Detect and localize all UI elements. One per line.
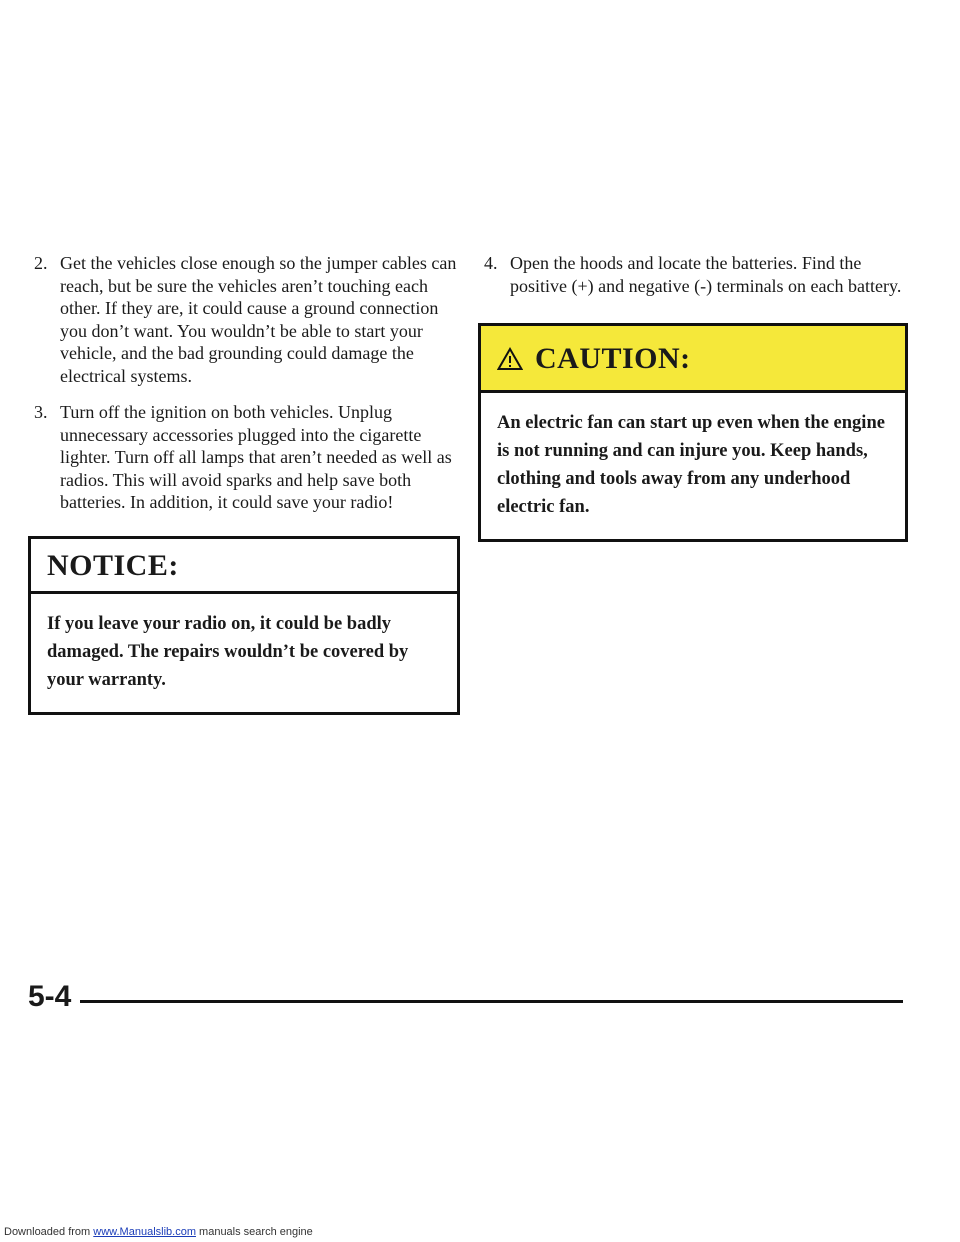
notice-title: NOTICE: — [31, 539, 457, 594]
notice-body: If you leave your radio on, it could be badly damaged. The repairs wouldn’t be covered by your warranty. — [47, 613, 409, 690]
step-text: Turn off the ignition on both vehicles. Unplug unnecessary accessories plugged into the cigarette lighter. Turn off all lamps that aren’t needed as well as radios. This will avoid sparks and help save both batteries. In addition, it could save your radio! — [60, 402, 452, 512]
download-footer — [4, 1226, 313, 1238]
step-4 — [478, 252, 908, 297]
caution-box — [478, 323, 908, 542]
notice-box — [28, 536, 460, 715]
caution-header — [481, 326, 905, 393]
step-number: 3. — [34, 402, 48, 422]
left-column — [28, 252, 460, 715]
step-number: 2. — [34, 253, 48, 273]
caution-body: An electric fan can start up even when the engine is not running and can injure you. Keep hands, clothing and tools away from any underhood electric fan. — [497, 413, 885, 517]
step-3 — [28, 401, 460, 514]
step-text: Open the hoods and locate the batteries. Find the positive (+) and negative (-) terminals on each battery. — [510, 253, 902, 296]
step-number: 4. — [484, 253, 498, 273]
right-column — [478, 252, 908, 542]
step-2 — [28, 252, 460, 387]
manualslib-link[interactable]: www.Manualslib.com — [93, 1226, 196, 1238]
page-number: 5-4 — [28, 980, 72, 1013]
warning-triangle-icon — [497, 347, 523, 371]
step-text: Get the vehicles close enough so the jumper cables can reach, but be sure the vehicles aren’t touching each other. If they are, it could cause a ground connection you don’t want. You wouldn’t be able to start your vehicle, and the bad grounding could damage the electrical systems. — [60, 253, 457, 386]
caution-title: CAUTION: — [535, 342, 691, 375]
footer-suffix: manuals search engine — [195, 1226, 313, 1238]
footer-rule — [80, 1000, 903, 1003]
footer-prefix: Downloaded from — [4, 1226, 94, 1238]
